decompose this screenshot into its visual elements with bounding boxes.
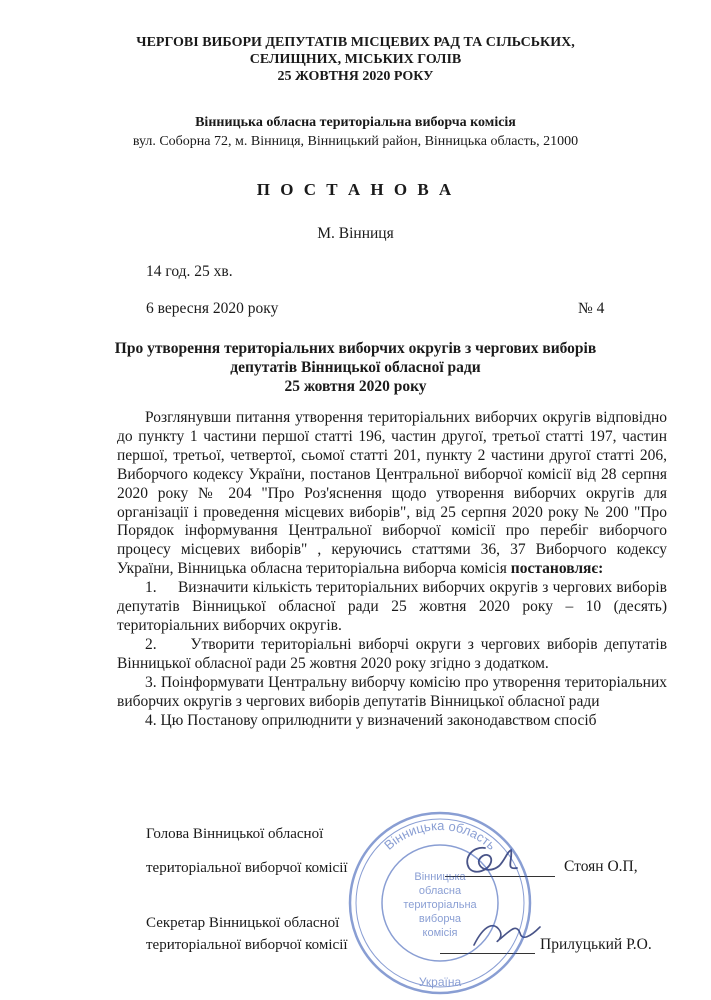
list-item xyxy=(117,636,667,674)
document-city: М. Вінниця xyxy=(317,225,394,242)
item-number: 3. xyxy=(145,673,157,691)
document-type: П О С Т А Н О В А xyxy=(256,180,455,199)
document-body xyxy=(117,409,667,730)
list-item xyxy=(117,579,667,636)
stamp-inner-line2: обласна xyxy=(418,885,462,897)
commission-address: вул. Соборна 72, м. Вінниця, Вінницький район, Вінницька область, 21000 xyxy=(132,134,579,149)
election-header-line2: СЕЛИЩНИХ, МІСЬКИХ ГОЛІВ xyxy=(249,52,462,67)
list-item xyxy=(117,674,667,712)
stamp-bottom-text: Україна xyxy=(418,975,462,989)
stamp-outer-text: Вінницька область xyxy=(381,817,499,853)
secretary-name: Прилуцький Р.О. xyxy=(540,936,652,953)
item-number: 4. xyxy=(145,711,157,729)
title-line2: депутатів Вінницької обласної ради xyxy=(230,359,481,376)
list-item xyxy=(117,712,667,731)
preamble-text: Розглянувши питання утворення територіальних виборчих округів відповідно до пункту 1 частини першої статті 196, частин другої, третьої статті 197, частин першої, третьої, четвертої, сьомої статті 201, пункту 2 частини другої статті 206, Виборчого кодексу України, постанов Центральної виборчої комісії від 28 серпня 2020 року № 204 "Про Роз'яснення щодо утворення виборчих округів для організації і проведення місцевих виборів", від 25 серпня 2020 року № 200 "Про Порядок інформування Центральної виборчої комісії про перебіг виборчого процесу місцевих виборів" , керуючись статтями 36, 37 Виборчого кодексу України, Вінницька обласна територіальна виборча комісія xyxy=(117,409,667,578)
item-text: Поінформувати Центральну виборчу комісію про утворення територіальних виборчих округів з чергових виборів депутатів Вінницької обласної ради xyxy=(117,673,668,710)
commission-name: Вінницька обласна територіальна виборча комісія xyxy=(195,115,516,130)
official-stamp xyxy=(345,808,535,998)
election-header-line3: 25 ЖОВТНЯ 2020 РОКУ xyxy=(277,69,434,84)
secretary-title-line2: територіальної виборчої комісії xyxy=(146,937,348,953)
resolves-word: постановляє: xyxy=(510,560,604,578)
stamp-inner-line1: Вінницька xyxy=(414,871,466,883)
item-text: Утворити територіальні виборчі округи з чергових виборів депутатів Вінницької обласної ради 25 жовтня 2020 року згідно з додатком. xyxy=(117,635,668,672)
chair-name: Стоян О.П, xyxy=(564,858,638,875)
document-time: 14 год. 25 хв. xyxy=(146,263,233,280)
item-number: 1. xyxy=(145,579,157,597)
item-text: Цю Постанову оприлюднити у визначений законодавством спосіб xyxy=(160,711,597,729)
title-line1: Про утворення територіальних виборчих округів з чергових виборів xyxy=(114,340,597,357)
preamble-paragraph xyxy=(117,409,667,579)
stamp-inner-line4: виборча xyxy=(418,913,462,925)
stamp-inner-line5: комісія xyxy=(422,927,458,939)
stamp-inner-line3: територіальна xyxy=(403,899,477,911)
election-header-line1: ЧЕРГОВІ ВИБОРИ ДЕПУТАТІВ МІСЦЕВИХ РАД ТА СІЛЬСЬКИХ, xyxy=(136,35,575,50)
document-date: 6 вересня 2020 року xyxy=(146,300,279,317)
chair-title-line1: Голова Вінницької обласної xyxy=(146,826,324,842)
document-title xyxy=(0,339,711,396)
item-number: 2. xyxy=(145,635,157,653)
document-number: № 4 xyxy=(578,300,605,317)
item-text: Визначити кількість територіальних виборчих округів з чергових виборів депутатів Вінницької обласної ради 25 жовтня 2020 року – 10 (десять) територіальних виборчих округів. xyxy=(117,579,667,634)
title-line3: 25 жовтня 2020 року xyxy=(284,378,427,395)
secretary-title-line1: Секретар Вінницької обласної xyxy=(146,915,340,931)
chair-title-line2: територіальної виборчої комісії xyxy=(146,860,348,876)
